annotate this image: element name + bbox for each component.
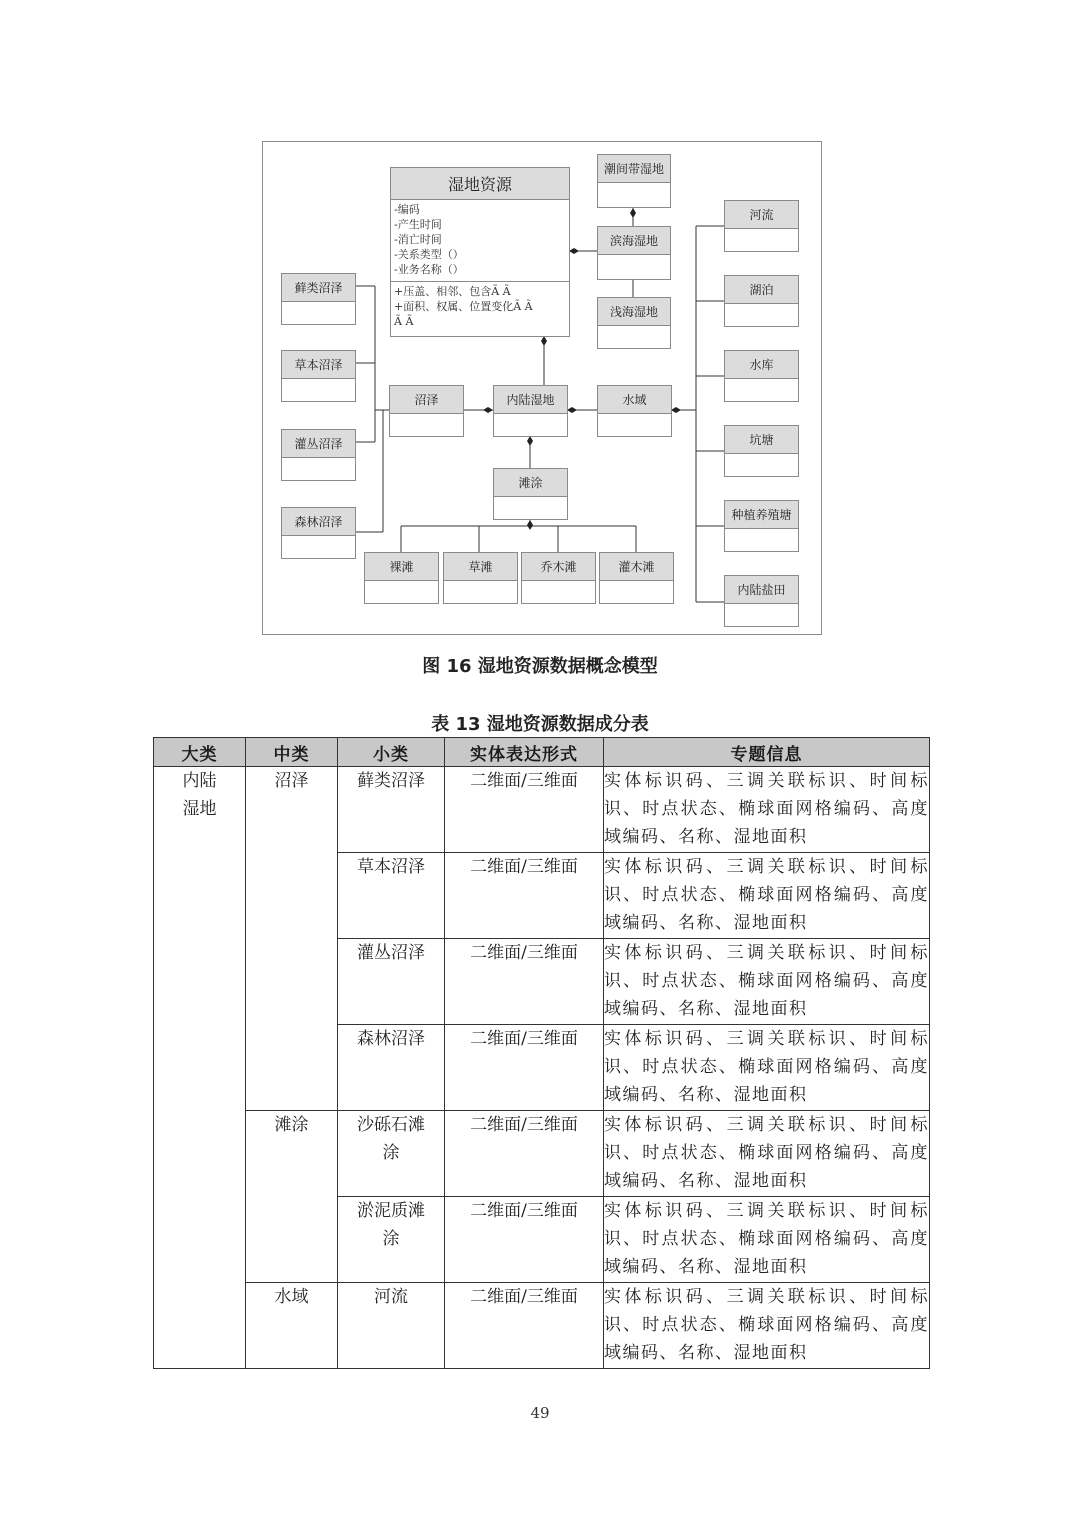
header-mid-class: 中类 <box>246 738 338 767</box>
cell-thematic-info: 实体标识码、三调关联标识、时间标识、时点状态、椭球面网格编码、高度域编码、名称、湿地面积 <box>604 1111 930 1197</box>
entity-tidal-flat: 滩涂 <box>493 468 568 520</box>
entity-bare-flat: 裸滩 <box>364 552 439 604</box>
cell-small-class: 河流 <box>338 1283 445 1369</box>
cell-small-class: 灌丛沼泽 <box>338 939 445 1025</box>
entity-wetland-resource <box>390 167 570 337</box>
cell-small-class: 森林沼泽 <box>338 1025 445 1111</box>
header-small-class: 小类 <box>338 738 445 767</box>
cell-entity-form: 二维面/三维面 <box>445 1025 604 1111</box>
entity-attributes: -编码 -产生时间 -消亡时间 -关系类型（） -业务名称（） <box>394 203 464 276</box>
entity-herb-marsh: 草本沼泽 <box>281 350 356 402</box>
entity-moss-marsh: 藓类沼泽 <box>281 273 356 325</box>
cell-small-class: 草本沼泽 <box>338 853 445 939</box>
entity-intertidal-wetland: 潮间带湿地 <box>597 154 671 208</box>
table-row <box>154 1283 930 1369</box>
cell-thematic-info: 实体标识码、三调关联标识、时间标识、时点状态、椭球面网格编码、高度域编码、名称、湿地面积 <box>604 1197 930 1283</box>
table-row <box>154 1111 930 1197</box>
entity-operations: +压盖、相邻、包含Ã Ã +面积、权属、位置变化Ã Ã Ã Ã <box>391 281 569 329</box>
page-number: 49 <box>530 1404 550 1422</box>
cell-entity-form: 二维面/三维面 <box>445 853 604 939</box>
table-row <box>154 767 930 853</box>
cell-entity-form: 二维面/三维面 <box>445 939 604 1025</box>
entity-shrub-flat: 灌木滩 <box>599 552 674 604</box>
cell-thematic-info: 实体标识码、三调关联标识、时间标识、时点状态、椭球面网格编码、高度域编码、名称、湿地面积 <box>604 1025 930 1111</box>
entity-aquaculture-pond: 种植养殖塘 <box>724 500 799 552</box>
cell-small-class: 沙砾石滩涂 <box>338 1111 445 1197</box>
entity-reservoir: 水库 <box>724 350 799 402</box>
wetland-composition-table <box>153 737 930 1369</box>
cell-mid-class: 沼泽 <box>246 767 338 1111</box>
header-entity-form: 实体表达形式 <box>445 738 604 767</box>
cell-thematic-info: 实体标识码、三调关联标识、时间标识、时点状态、椭球面网格编码、高度域编码、名称、湿地面积 <box>604 853 930 939</box>
entity-inland-salt-field: 内陆盐田 <box>724 575 799 627</box>
cell-thematic-info: 实体标识码、三调关联标识、时间标识、时点状态、椭球面网格编码、高度域编码、名称、湿地面积 <box>604 1283 930 1369</box>
entity-inland-wetland: 内陆湿地 <box>493 385 568 437</box>
cell-small-class: 藓类沼泽 <box>338 767 445 853</box>
conceptual-model-diagram <box>262 141 822 635</box>
entity-pond: 坑塘 <box>724 425 799 477</box>
entity-shrub-marsh: 灌丛沼泽 <box>281 429 356 481</box>
entity-river: 河流 <box>724 200 799 252</box>
cell-big-class: 内陆湿地 <box>154 767 246 1369</box>
entity-water-area: 水域 <box>597 385 672 437</box>
cell-entity-form: 二维面/三维面 <box>445 767 604 853</box>
entity-marsh: 沼泽 <box>389 385 464 437</box>
entity-forest-marsh: 森林沼泽 <box>281 507 356 559</box>
header-thematic-info: 专题信息 <box>604 738 930 767</box>
cell-entity-form: 二维面/三维面 <box>445 1111 604 1197</box>
entity-coastal-wetland: 滨海湿地 <box>597 226 671 280</box>
cell-entity-form: 二维面/三维面 <box>445 1197 604 1283</box>
cell-mid-class: 滩涂 <box>246 1111 338 1283</box>
cell-mid-class: 水域 <box>246 1283 338 1369</box>
cell-thematic-info: 实体标识码、三调关联标识、时间标识、时点状态、椭球面网格编码、高度域编码、名称、湿地面积 <box>604 939 930 1025</box>
header-big-class: 大类 <box>154 738 246 767</box>
cell-entity-form: 二维面/三维面 <box>445 1283 604 1369</box>
cell-thematic-info: 实体标识码、三调关联标识、时间标识、时点状态、椭球面网格编码、高度域编码、名称、湿地面积 <box>604 767 930 853</box>
entity-title: 湿地资源 <box>391 168 569 200</box>
cell-small-class: 淤泥质滩涂 <box>338 1197 445 1283</box>
figure-caption: 图 16 湿地资源数据概念模型 <box>422 656 658 677</box>
entity-grass-flat: 草滩 <box>443 552 518 604</box>
entity-lake: 湖泊 <box>724 275 799 327</box>
table-caption: 表 13 湿地资源数据成分表 <box>431 714 649 735</box>
entity-shallow-sea-wetland: 浅海湿地 <box>597 297 671 349</box>
table-header-row <box>154 738 930 767</box>
entity-tree-flat: 乔木滩 <box>521 552 596 604</box>
